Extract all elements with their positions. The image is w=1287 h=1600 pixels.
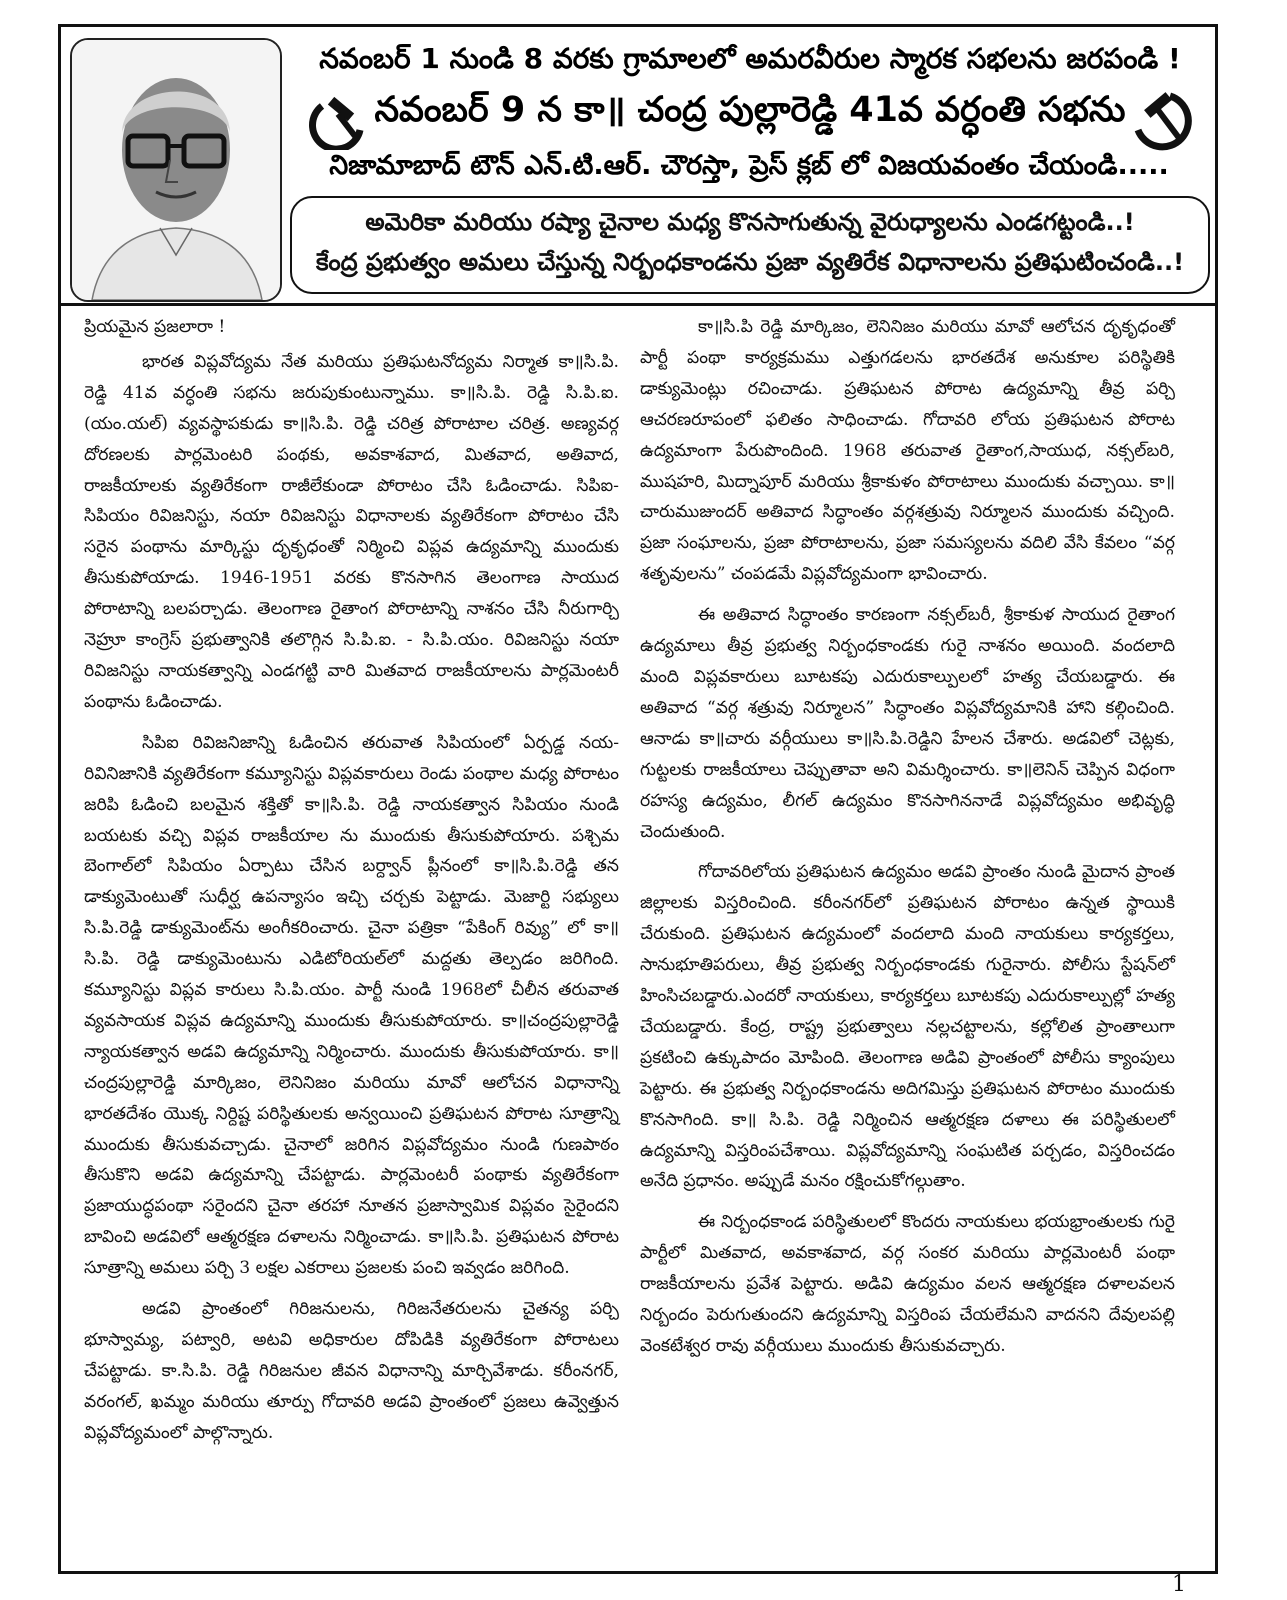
paragraph: గోదావరిలోయ ప్రతిఘటన ఉద్యమం అడవి ప్రాంతం నుండి మైదాన ప్రాంత జిల్లాలకు విస్తరించింది. కరీంనగర్‌లో ప్రతిఘటన పోరాటం ఉన్నత స్థాయికి చేరుకుంది. ప్రతిఘటన ఉద్యమంలో వందలాది మంది నాయకులు కార్యకర్తలు, సానుభూతిపరులు, తీవ్ర ప్రభుత్వ నిర్బంధకాండకు గురైనారు. పోలీసు స్టేషన్‌లో హింసిచబడ్డారు.ఎందరో నాయకులు, కార్యకర్తలు బూటకపు ఎదురుకాల్పుల్లో హత్య చేయబడ్డారు. కేంద్ర, రాష్ట్ర ప్రభుత్వాలు నల్లచట్టాలను, కల్లోలిత ప్రాంతాలుగా ప్రకటించి ఉక్కుపాదం మోపింది. తెలంగాణ అడివి ప్రాంతంలో పోలీసు క్యాంపులు పెట్టారు. ఈ ప్రభుత్వ నిర్బంధకాండను అదిగమిస్తు ప్రతిఘటన పోరాటం ముందుకు కొనసాగింది. కా॥ సి.పి. రెడ్డి నిర్మించిన ఆత్మరక్షణ దళాలు ఈ పరిస్థితులలో ఉద్యమాన్ని విస్తరింపచేశాయి. విప్లవోద్యమాన్ని సంఘటిత పర్చడం, విస్తరించడం అనేది ప్రధానం. అప్పుడే మనం రక్షించుకోగల్గుతాం. (640, 862, 1175, 1192)
paragraph: ఈ అతివాద సిద్ధాంతం కారణంగా నక్సల్‌బరీ, శ్రీకాకుళ సాయుద రైతాంగ ఉద్యమాలు తీవ్ర ప్రభుత్వ నిర్బంధకాండకు గురై నాశనం అయింది. వందలాది మంది విప్లవకారులు బూటకపు ఎదురుకాల్పులలో హత్య చేయబడ్డారు. ఈ అతివాద “వర్గ శత్రువు నిర్మూలన” సిద్ధాంతం విప్లవోద్యమానికి హాని కల్గించింది. ఆనాడు కా॥చారు వర్గీయులు కా॥సి.పి.రెడ్డిని హేలన చేశారు. అడవిలో చెట్లకు, గుట్టలకు రాజకీయాలు చెప్పుతావా అని విమర్శించారు. కా॥లెనిన్ చెప్పిన విధంగా రహస్య ఉద్యమం, లీగల్ ఉద్యమం కొనసాగిననాడే విప్లవోద్యమం అభివృద్ధి చెందుతుంది. (640, 605, 1175, 842)
left-column (84, 312, 619, 1459)
headline-meetings: నవంబర్ 1 నుండి 8 వరకు గ్రామాలలో అమరవీరుల స్మారక సభలను జరపండి ! (319, 42, 1181, 75)
slogan-box (290, 196, 1210, 294)
hammer-sickle-icon (308, 96, 368, 150)
paragraph: అడవి ప్రాంతంలో గిరిజనులను, గిరిజనేతరులను చైతన్య పర్చి భూస్వామ్య, పట్వారి, అటవి అధికారుల దోపిడికి వ్యతిరేకంగా పోరాటలు చేపట్టాడు. కా.సి.పి. రెడ్డి గిరిజనుల జీవన విధానాన్ని మార్చివేశాడు. కరీంనగర్, వరంగల్, ఖమ్మం మరియు తూర్పు గోదావరి అడవి ప్రాంతంలో ప్రజలు ఉవ్వెత్తున విప్లవోద్యమంలో పాల్గొన్నారు. (84, 1299, 619, 1443)
headline-venue: నిజామాబాద్ టౌన్ ఎన్.టి.ఆర్. చౌరస్తా, ప్రెస్ క్లబ్ లో విజయవంతం చేయండి..... (329, 150, 1169, 181)
greeting: ప్రియమైన ప్రజలారా ! (84, 317, 226, 337)
hammer-sickle-icon (1130, 90, 1196, 154)
headline-anniversary: నవంబర్ 9 న కా॥ చంద్ర పుల్లారెడ్డి 41వ వర్ధంతి సభను (374, 90, 1126, 130)
paragraph: భారత విప్లవోద్యమ నేత మరియు ప్రతిఘటనోద్యమ నిర్మాత కా॥సి.పి. రెడ్డి 41వ వర్ధంతి సభను జరుపుకుంటున్నాము. కా॥సి.పి. రెడ్డి సి.పి.ఐ. (యం.యల్) వ్యవస్థాపకుడు కా॥సి.పి. రెడ్డి చరిత్ర పోరాటాల చరిత్ర. అణ్యవర్గ దోరణలకు పార్లమెంటరి పంథకు, అవకాశవాద, మితవాద, అతివాద, రాజకీయాలకు వ్యతిరేకంగా రాజీలేకుండా పోరాటం చేసి ఓడించాడు. సిపిఐ-సిపియం రివిజనిస్టు, నయా రివిజనిస్టు విధానాలకు వ్యతిరేకంగా పోరాటం చేసి సరైన పంథాను మార్కిస్టు దృకృధంతో నిర్మించి విప్లవ ఉద్యమాన్ని ముందుకు తీసుకుపోయాడు. 1946-1951 వరకు కొనసాగిన తెలంగాణ సాయుద పోరాటాన్ని బలపర్చాడు. తెలంగాణ రైతాంగ పోరాటాన్ని నాశనం చేసి నీరుగార్చి నెహ్రూ కాంగ్రెస్ ప్రభుత్వానికి తలొగ్గిన సి.పి.ఐ. - సి.పి.యం. రివిజనిస్టు నయా రివిజనిస్టు నాయకత్వాన్ని ఎండగట్టి వారి మితవాద రాజకీయాలను పార్లమెంటరీ పంథాను ఓడించాడు. (84, 351, 619, 712)
right-column (640, 312, 1175, 1372)
slogan-1: అమెరికా మరియు రష్యా చైనాల మధ్య కొనసాగుతున్న వైరుధ్యాలను ఎండగట్టండి..! (365, 208, 1135, 236)
page-number: 1 (1172, 1572, 1186, 1597)
paragraph: కా॥సి.పి రెడ్డి మార్కిజం, లెనినిజం మరియు మావో ఆలోచన దృకృధంతో పార్టీ పంథా కార్యక్రమము ఎత్తుగడలను భారతదేశ అనుకూల పరిస్థితికి డాక్యుమెంట్లు రచించాడు. ప్రతిఘటన పోరాట ఉద్యమాన్ని తీవ్ర పర్చి ఆచరణరూపంలో ఫలితం సాధించాడు. గోదావరి లోయ ప్రతిఘటన పోరాట ఉద్యమాంగా పేరుపొందింది. 1968 తరువాత రైతాంగ,సాయుధ, నక్సల్‌బరి, ముషహరి, మిద్నాపూర్ మరియు శ్రీకాకుళం పోరాటాలు ముందుకు వచ్చాయి. కా॥ చారుముజుందర్ అతివాద సిద్ధాంతం వర్గశత్రువు నిర్మూలన ముందుకు వచ్చింది. ప్రజా సంఘాలను, ప్రజా పోరాటాలను, ప్రజా సమస్యలను వదిలి వేసి కేవలం “వర్గ శతృవులను” చంపడమే విప్లవోద్యమంగా భావించారు. (640, 317, 1175, 585)
portrait-image (72, 40, 280, 300)
slogan-2: కేంద్ర ప్రభుత్వం అమలు చేస్తున్న నిర్బంధకాండను ప్రజా వ్యతిరేక విధానాలను ప్రతిఘటించండి..! (315, 248, 1185, 276)
paragraph: ఈ నిర్బంధకాండ పరిస్థితులలో కొందరు నాయకులు భయభ్రాంతులకు గురై పార్టీలో మితవాద, అవకాశవాద, వర్గ సంకర మరియు పార్లమెంటరీ పంథా రాజకీయాలను ప్రవేశ పెట్టారు. అడివి ఉద్యమం వలన ఆత్మరక్షణ దళాలవలన నిర్బందం పెరుగుతుందని ఉద్యమాన్ని విస్తరింప చేయలేమని వాదనని దేవులపల్లి వెంకటేశ్వర రావు వర్గీయులు ముందుకు తీసుకువచ్చారు. (640, 1212, 1175, 1356)
portrait-photo (70, 38, 282, 302)
paragraph: సిపిఐ రివిజనిజాన్ని ఓడించిన తరువాత సిపియంలో ఏర్పడ్డ నయ-రివినిజానికి వ్యతిరేకంగా కమ్యూనిస్టు విప్లవకారులు రెండు పంథాల మధ్య పోరాటం జరిపి ఓడించి బలమైన శక్తితో కా॥సి.పి. రెడ్డి నాయకత్వాన సిపియం నుండి బయటకు వచ్చి విప్లవ రాజకీయాల ను ముందుకు తీసుకుపోయారు. పశ్చిమ బెంగాల్‌లో సిపియం ఏర్పాటు చేసిన బర్ద్వాన్ ప్లీనంలో కా॥సి.పి.రెడ్డి తన డాక్యుమెంటుతో సుధీర్ఘ ఉపన్యాసం ఇచ్చి చర్చకు పెట్టాడు. మెజార్టి సభ్యులు సి.పి.రెడ్డి డాక్యుమెంట్‌ను అంగీకరించారు. చైనా పత్రికా “పేకింగ్ రివ్యు” లో కా॥సి.పి. రెడ్డి డాక్యుమెంటును ఎడిటోరియల్‌లో మద్దతు తెల్పడం జరిగింది. కమ్యూనిస్టు విప్లవ కారులు సి.పి.యం. పార్టీ నుండి 1968లో చీలీన తరువాత వ్యవసాయక విప్లవ ఉద్యమాన్ని ముందుకు తీసుకుపోయారు. కా॥చంద్రపుల్లారెడ్డి న్యాయకత్వాన అడవి ఉద్యమాన్ని నిర్మించారు. ముందుకు తీసుకుపోయారు. కా॥ చంద్రపుల్లారెడ్డి మార్కిజం, లెనినిజం మరియు మావో ఆలోచన విధానాన్ని భారతదేశం యొక్క నిర్దిష్ట పరిస్థితులకు అన్వయించి ప్రతిఘటన పోరాట సూత్రాన్ని ముందుకు తీసుకువచ్చాడు. చైనాలో జరిగిన విప్లవోద్యమం నుండి గుణపాఠం తీసుకొని అడవి ఉద్యమాన్ని చేపట్టాడు. పార్లమెంటరీ పంథాకు వ్యతిరేకంగా ప్రజాయుద్ధపంథా సరైందని చైనా తరహా నూతన ప్రజాస్వామిక విప్లవం సైరైందని బావించి అడవిలో ఆత్మరక్షణ దళాలను నిర్మించాడు. కా॥సి.పి. ప్రతిఘటన పోరాట సూత్రాన్ని అమలు పర్చి 3 లక్షల ఎకరాలు ప్రజలకు పంచి ఇవ్వడం జరిగింది. (84, 732, 619, 1279)
